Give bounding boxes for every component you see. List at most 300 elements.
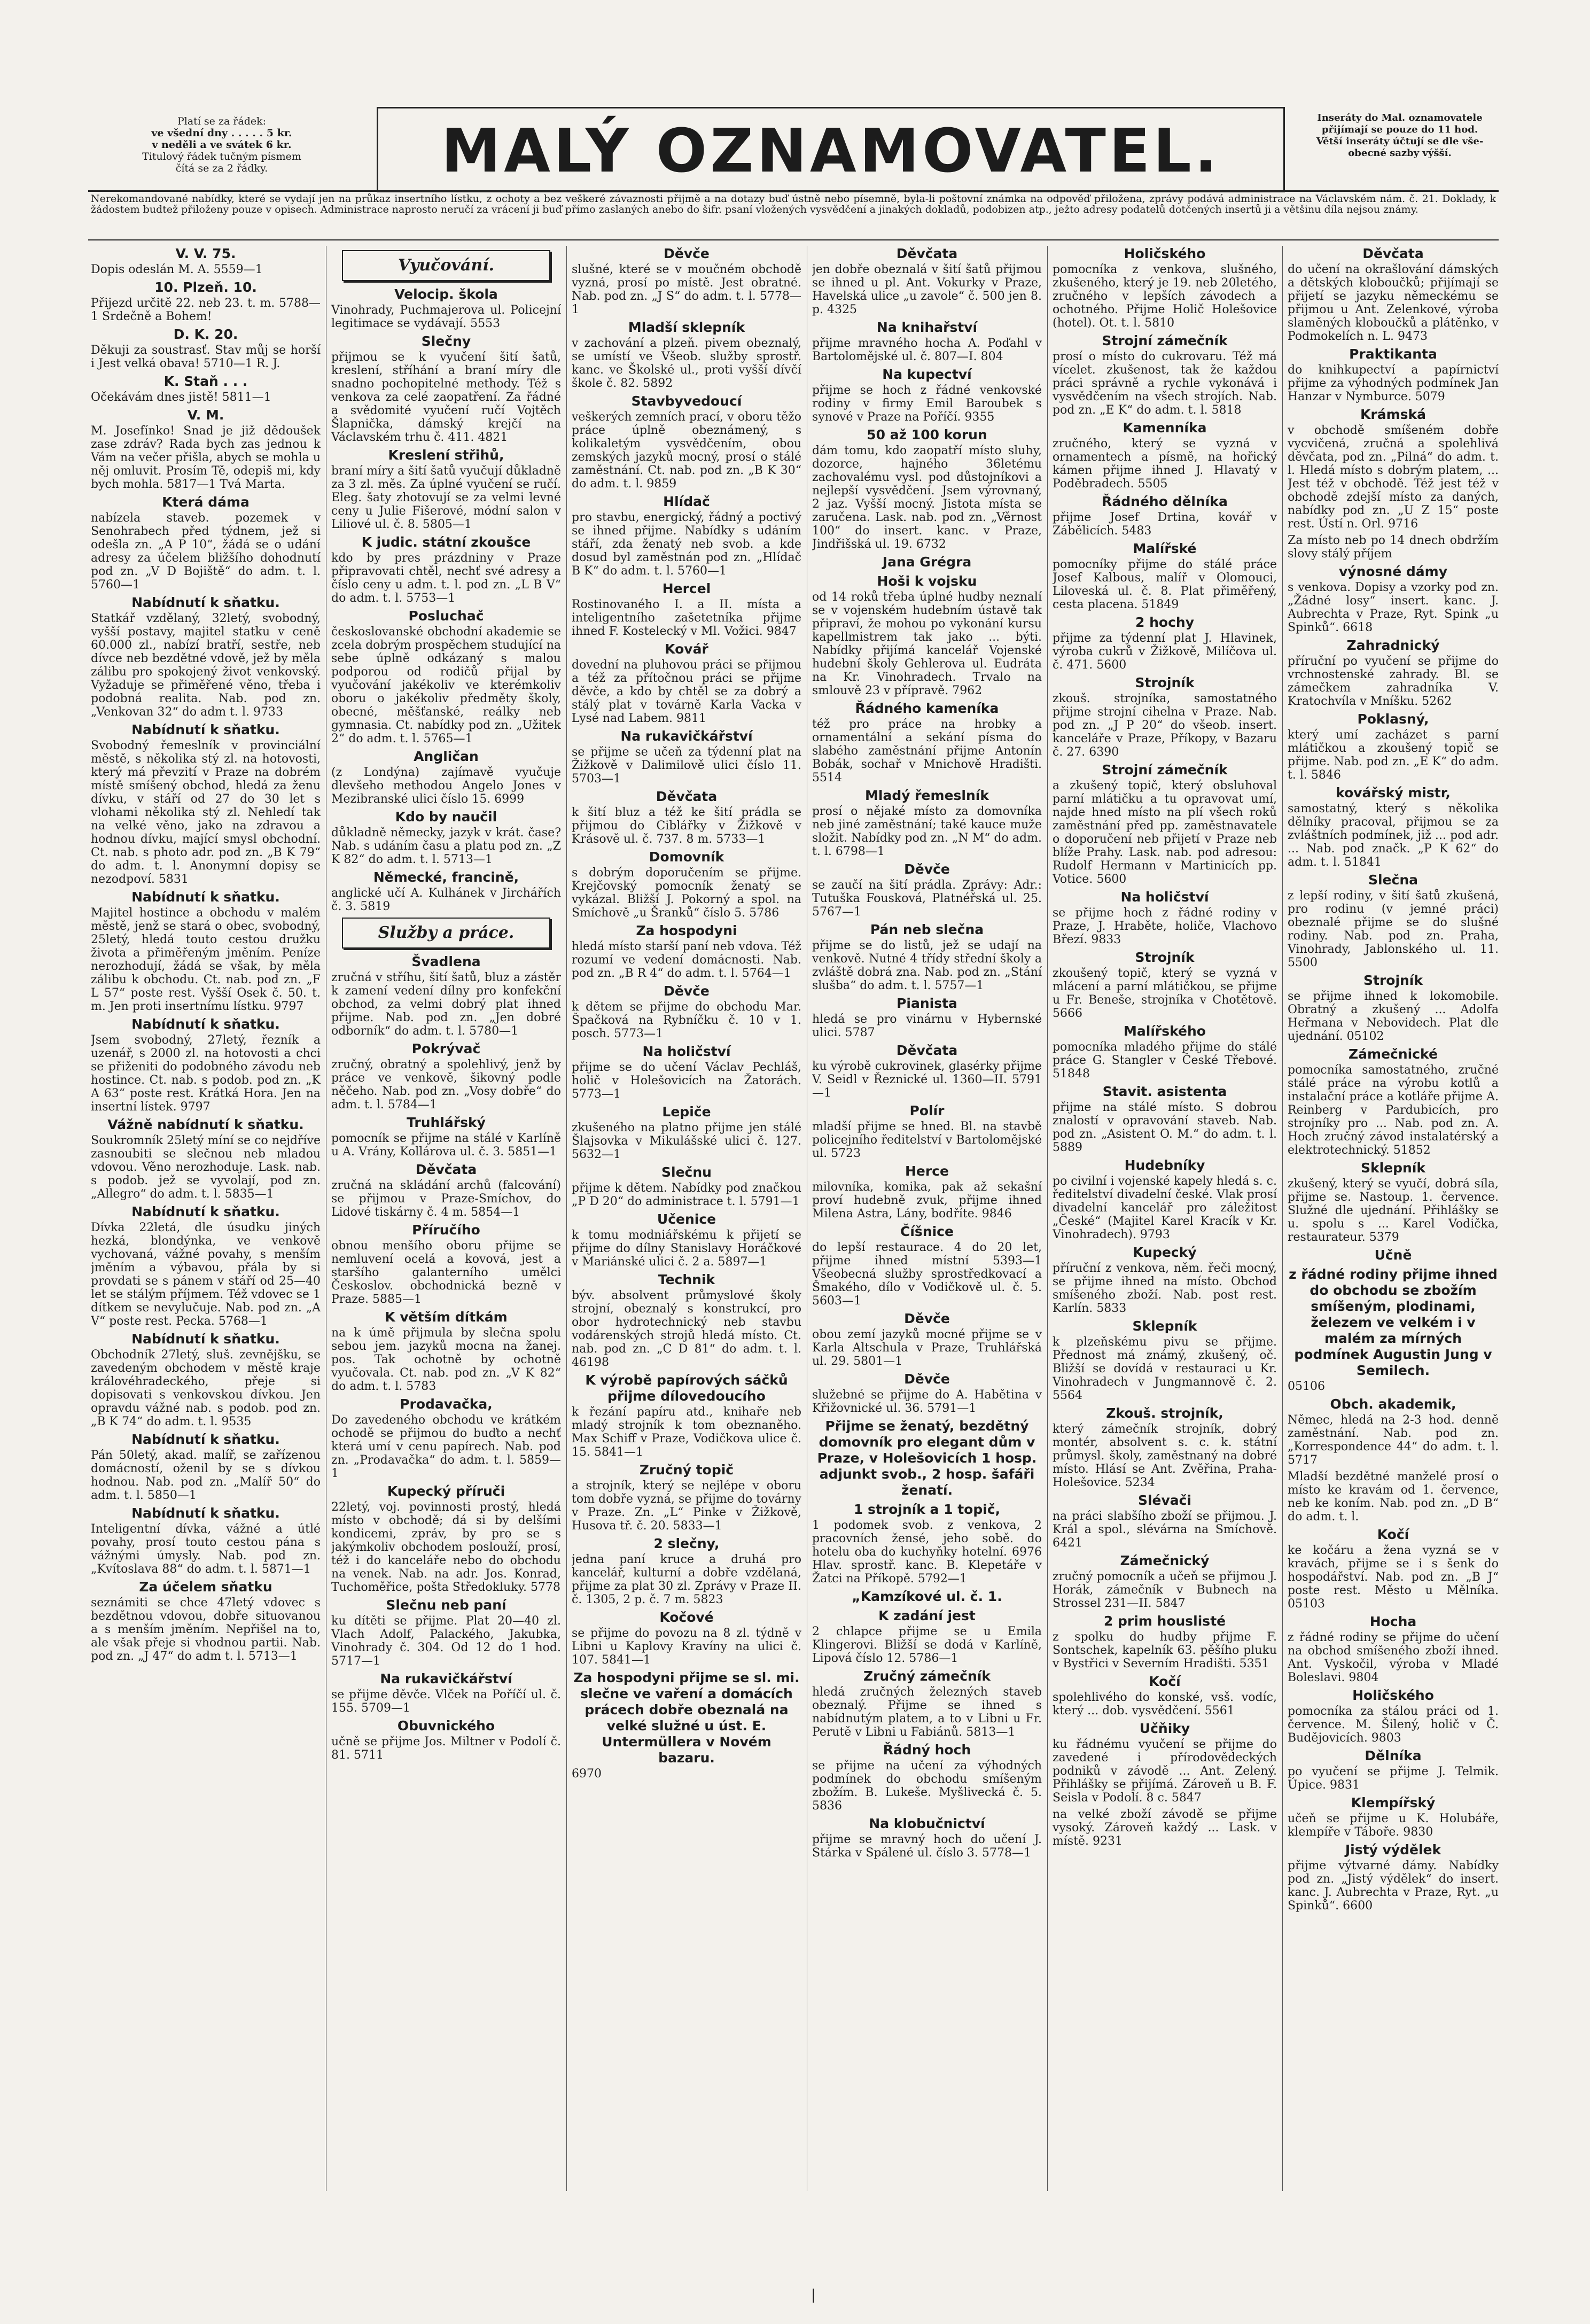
classified-ad [572,1044,801,1101]
ad-heading: Domovník [649,849,724,865]
classified-ad [331,608,561,745]
classified-ad [572,1372,801,1459]
classified-ad [572,393,801,491]
classified-ad [572,581,801,638]
ad-heading: Technik [658,1272,715,1287]
ad-heading: Pokrývač [411,1041,481,1056]
ad-heading: Kočové [659,1610,714,1625]
classified-ad [91,722,321,886]
ad-body: milovníka, komika, pak až sekašní proví hudebně zvuk, přijme ihned Milena Astra, Lány, bodříte. 9846 [812,1180,1042,1221]
ad-body: příruční po vyučení se přijme do vrchnostenské zahrady. Bl. se zámečkem zahradníka V. Kratochvíla v Mníšku. 5262 [1288,655,1499,708]
ad-body: přijme se mravný hoch do učení J. Stárka v Spálené ul. číslo 3. 5778—1 [812,1833,1042,1860]
ad-body: ke kočáru a žena vyzná se v kravách, přijme se i s šenk do hospodářství. Nab. pod zn. „B J“ poste rest. Město u Mělníka. 05103 [1288,1544,1499,1611]
ad-body: českoslovanské obchodní akademie se zcela dobrým prospěchem studující na sebe úplně odkázaný s malou podporou od rodičů přijal by vyučování jakékoliv ve kterémkoliv oboru o jakékoliv předměty školy, obecné, měšťanské, reálky neb gymnasia. Ct. nabídky pod zn. „Užitek 2“ do adm. t. l. 5765—1 [331,625,561,745]
ad-body: hledá zručných železných staveb obeznalý. Přijme se ihned s nabídnutým platem, a to v Libni u Fr. Perutě v Libni u Fabiánů. 5813—1 [812,1685,1042,1739]
ad-body: zručný, obratný a spolehlivý, jenž by práce ve venkově, šikovný podle něčeho. Nab. pod zn. „Vosy dobře“ do adm. t. l. 5784—1 [331,1058,561,1112]
classified-ad [812,1816,1042,1860]
ad-body: se přijme ihned k lokomobile. Obratný a zkušený ... Adolfa Heřmana v Nebovidech. Plat dle ujednání. 05102 [1288,990,1499,1043]
ad-body: pomocník se přijme na stálé v Karlíně u A. Vrány, Kollárova ul. č. 3. 5851—1 [331,1132,561,1159]
classified-ad [331,447,561,531]
classified-ad [91,1117,321,1201]
ad-body: Majitel hostince a obchodu v malém městě, jenž se stará o obec, svobodný, 25letý, hledá touto cestou družku života a přiměřeným jměním. Peníze nerozhodují, žádá se však, by měla zálibu k obchodu. Ct. nab. pod zn. „F L 57“ poste rest. Vyšší Osek č. 50. t. m. Jen proti insertnímu lístku. 9797 [91,906,321,1013]
ad-heading: Na rukavičkářství [380,1671,512,1686]
ad-body: po civilní i vojenské kapely hledá s. c. ředitelství divadelní české. Vlak prosí divadelní kancelář pro záležitost „České“ (Majitel Karel Kracík v Kr. Vinohradech). 9793 [1053,1175,1277,1241]
ad-heading: Praktikanta [1349,346,1437,362]
ad-body: zručná na skládání archů (falcování) se přijmou v Praze-Smíchov, do Lidové tiskárny č. 4 m. 5854—1 [331,1179,561,1219]
ad-body: k dětem se přijme do obchodu Mar. Špačková na Rybníčku č. 10 v 1. posch. 5773—1 [572,1000,801,1040]
ad-body: na velké zboží závodě se přijme vysoký. Zároveň každý ... Lask. v místě. 9231 [1053,1808,1277,1848]
section-title: MALÝ OZNAMOVATEL. [377,107,1285,192]
classified-ad [1288,564,1499,634]
ad-body: braní míry a šití šatů vyučují důkladně za 3 zl. měs. Za úplné vyučení se ručí. Eleg. šaty zhotovují se za velmi levné ceny u Julie Fišerové, módní salon v Liliové ul. č. 8. 5805—1 [331,464,561,531]
ad-column-5 [1053,246,1277,2191]
classified-ad [1053,950,1277,1020]
classified-ad [812,1742,1042,1813]
ad-body: Vinohrady, Puchmajerova ul. Policejní legitimace se vydávají. 5553 [331,304,561,330]
ad-heading: Posluchač [408,608,484,624]
classified-ad [331,749,561,806]
ad-heading: Děvče [664,983,710,999]
ad-body: který zámečník strojník, dobrý montér, absolvent s. c. k. státní průmysl. školy, zaměstnaný na dobré místo. Hlásí se Ant. Zvěřina, Praha-Holešovice. 5234 [1053,1423,1277,1489]
ad-heading: Řádného kameníka [855,701,999,716]
ad-heading: z řádné rodiny přijme ihned do obchodu se zbožím smíšeným, plodinami, železem ve velkém i v malém za mírných podmínek Augustin Jung v Semilech. [1289,1266,1498,1378]
ad-heading: Obuvnického [397,1718,495,1734]
ad-body: Přijezd určitě 22. neb 23. t. m. 5788—1 Srdečně a Bohem! [91,297,321,323]
classified-ad [1288,407,1499,531]
classified-ad [1288,534,1499,561]
ad-heading: Nabídnutí k sňatku. [131,889,280,905]
classified-ad [91,1331,321,1428]
classified-ad [1288,1688,1499,1745]
ad-body: v obchodě smíšeném dobře vycvičená, zručná a spolehlivá děvčata, pod zn. „Pilná“ do adm. t. l. Hledá místo s dobrým platem, ... Jest též v obchodě. Též jest též v obchodě zdejší místo za daných, nabídky pod zn. „U Z 15“ poste rest. Ústí n. Orl. 9716 [1288,424,1499,531]
classified-ad [1288,1160,1499,1244]
ad-heading: K judic. státní zkoušce [361,534,531,550]
classified-ad [1288,785,1499,869]
ad-body: dovední na pluhovou práci se přijmou a též za přítočnou práci se přijme děvče, a kdo by chtěl se za dobrý a stálý plat v továrně Karla Vacka v Lysé nad Labem. 9811 [572,658,801,725]
ad-heading: Pianista [897,996,957,1011]
classified-ad [91,889,321,1013]
ad-heading: K větším dítkám [385,1309,508,1325]
classified-ad [1053,1808,1277,1848]
ad-body: anglické učí A. Kulhánek v Jirchářích č. 3. 5819 [331,887,561,913]
classified-ad [1288,1527,1499,1611]
ad-body: ku řádnému vyučení se přijme do zavedené i přírodovědeckých podniků v závodě ... Ant. Zelený. Přihlášky se přijímá. Zároveň u B. F. Seisla v Podolí. 8 c. 5847 [1053,1738,1277,1805]
classified-ad [331,1396,561,1480]
ad-heading: Slévači [1137,1493,1192,1508]
page-marker: | [811,2287,816,2303]
classified-ad [91,595,321,719]
ad-body: z spolku do hudby přijme F. Sontschek, kapelník 63. pěšího pluku v Bystřici v Severním Hradišti. 5351 [1053,1630,1277,1670]
ad-body: učně se přijme Jos. Miltner v Podolí č. 81. 5711 [331,1735,561,1762]
header-rule [88,190,1499,192]
ad-body: se přijme hoch z řádné rodiny v Praze, J. Hraběte, holiče, Vlachovo Březí. 9833 [1053,906,1277,946]
ad-heading: K zadání jest [878,1608,976,1623]
ad-body: obnou menšího oboru přijme se nemluvení ocelá a kovová, jest a staršího galanterního umělci Českoslov. obchodnická bezně v Praze. 5885—1 [331,1239,561,1306]
ad-body: se přijme na učení za výhodných podmínek do obchodu smíšeným zbožím. B. Lukeše. Myšlivecká č. 5. 5836 [812,1759,1042,1813]
ad-body: k plzeňskému pivu se přijme. Přednost má známý, zkušený, oč. Bližší se dovídá v restauraci u Kr. Vinohradech v Jungmannově č. 2. 5564 [1053,1335,1277,1402]
classified-ad [572,246,801,316]
classified-ad [812,1224,1042,1308]
ad-body: zkušeného na platno přijme jen stálé Šlajsovka v Mikulášské ulici č. 127. 5632—1 [572,1121,801,1161]
ad-body: Inteligentní dívka, vážné a útlé povahy, prosí touto cestou pána s vážnými úmysly. Nab. pod zn. „Kvítoslava 88“ do adm. t. l. 5871—1 [91,1522,321,1576]
classified-ad [572,1164,801,1208]
classified-ad [331,1222,561,1306]
ad-body: se zaučí na šití prádla. Zprávy: Adr.: Tutuška Fousková, Platnéřská ul. 25. 5767—1 [812,879,1042,919]
classified-ad [812,861,1042,919]
ad-body: z řádné rodiny se přijme do učení na obchod smíšeného zboží ihned. Ant. Vyskočil, výroba v Mladé Boleslavi. 9804 [1288,1631,1499,1684]
ad-heading: Děvčata [415,1162,477,1177]
ad-column-6 [1288,246,1499,2191]
ad-heading: Malířské [1133,541,1197,556]
ad-heading: „Kamzíkové ul. č. 1. [852,1589,1002,1604]
ad-heading: Holičského [1352,1688,1434,1703]
ad-body: pomocníka samostatného, zručné stálé práce na výrobu kotlů a instalační práce a kotláře přijme A. Reinberg v Pardubicích, pro strojníky pro ... Nab. pod zn. A. Hoch zručný závod instalatérský a elektrotechnický. 51852 [1288,1063,1499,1157]
ad-heading: výnosné dámy [1338,564,1447,579]
ad-heading: K výrobě papírových sáčků přijme dílovedoucího [585,1372,788,1404]
ad-heading: Nabídnutí k sňatku. [131,1204,280,1219]
ad-heading: Slečnu [661,1164,712,1180]
classified-ad [331,954,561,1038]
ad-heading: Kreslení střihů, [388,447,504,463]
ad-body: do učení na okrašlování dámských a dětských kloboučků; přijímají se přijetí se jazyku německému se přijmou u Ant. Zelenkové, výroba slaměných kloboučků a plátěnko, v Podmokelích n. L. 9473 [1288,263,1499,343]
ad-heading: Děvče [904,1311,950,1326]
ad-heading: Kočí [1377,1527,1409,1542]
classified-ad [331,1718,561,1762]
ad-heading: Hudebníky [1124,1157,1205,1173]
classified-ad [1053,494,1277,538]
ad-body: přijme se do listů, jež se udají na venkově. Nutné 4 třídy střední školy a zvláště dobrá zna. Nab. pod zn. „Stání slušba“ do adm. t. l. 5757—1 [812,939,1042,992]
ad-body: mladší přijme se hned. Bl. na stavbě policejního ředitelství v Bartolomějské ul. 5723 [812,1120,1042,1160]
classified-ad [91,1016,321,1114]
classified-ad [1288,246,1499,343]
ad-heading: Truhlářský [407,1115,486,1130]
classified-ad [1053,1318,1277,1402]
ad-heading: Děvčata [896,1043,958,1058]
classified-ad [812,922,1042,992]
classified-ad [1053,615,1277,672]
ad-body: Do zavedeného obchodu ve krátkém ochodě se přijmou do buďto a nechť která umí v cenu papírech. Nab. pod zn. „Prodavačka“ do adm. t. l. 5859—1 [331,1413,561,1480]
ad-body: z lepší rodiny, v šití šatů zkušená, pro rodinu (v jemné práci) obeznalé přijme se do slušné rodiny. Nab. pod zn. Praha, Vinohrady, Jablonského ul. 11. 5500 [1288,889,1499,969]
administration-notice: Nerekomandované nabídky, které se vydají jen na průkaz insertního lístku, z ochoty a bez veškeré závaznosti přijmě a na dotazy buď ústně nebo písemně, byla-li poštovní známka na odpověď přiložena, zprávy podává administrace na Václavském nám. č. 21. Doklady, k žádostem budtež přiloženy pouze v opisech. Administrace naprosto neručí za vrácení ji buď přímo zaslaných anebo do šifr. psaní vložených vysvědčení a jinakých dokladů, podobizen atp., ježto adresy podatelů dotčených insertů ji a většinu díla nejsou známy. [91,193,1496,215]
classified-ad [1053,1023,1277,1081]
classified-ad [1288,1247,1499,1263]
ad-heading: Hercel [662,581,711,596]
classified-ad [1288,1842,1499,1913]
ad-body: v zachování a plzeň. pivem obeznalý, se umístí ve Všeob. služby sprostř. kanc. ve Školské ul., proti vyšší dívčí škole č. 82. 5892 [572,337,801,390]
classified-ad [91,1505,321,1576]
ad-body: přijme za týdenní plat J. Hlavinek, výroba cukrů v Žižkově, Milíčova ul. č. 471. 5600 [1053,632,1277,672]
ad-heading: Která dáma [162,494,250,510]
ad-heading: Slečna [1368,872,1418,888]
classified-ad [812,1668,1042,1739]
ad-heading: Zámečnické [1349,1046,1438,1062]
ad-heading: Řádného dělníka [1102,494,1228,509]
ad-body: slušné, které se v moučném obchodě vyzná, prosí po místě. Jest obratné. Nab. pod zn. „J S“ do adm. t. l. 5778—1 [572,263,801,316]
ad-heading: Velocip. škola [394,286,498,302]
ad-heading: 10. Plzeň. 10. [154,279,257,295]
ad-heading: Malířského [1124,1023,1206,1039]
ad-body: ku dítěti se přijme. Plat 20—40 zl. Vlach Adolf, Palackého, Jakubka, Vinohrady č. 304. Od 12 do 1 hod. 5717—1 [331,1614,561,1668]
ad-heading: 50 až 100 korun [867,427,987,442]
pricing-line: Platí se za řádek: [177,115,267,127]
ad-heading: Děvče [904,861,950,877]
insertion-note-box [1301,112,1499,187]
classified-ad [812,320,1042,363]
ad-heading: Jistý výdělek [1345,1842,1441,1857]
ad-body: s dobrým doporučením se přijme. Krejčovský pomocník ženatý se vykázal. Bližší J. Pokorný a spol. na Smíchově „u Šranků“ číslo 5. 5786 [572,866,801,920]
ad-body: přijme se do učení Václav Pechláš, holič v Holešovicích na Žatorách. 5773—1 [572,1061,801,1101]
classified-ad [331,1671,561,1715]
ad-body: pomocníky přijme do stálé práce Josef Kalbous, malíř v Olomouci, Liloveská ul. č. 8. Plat přiměřený, cesta placena. 51849 [1053,558,1277,611]
ad-heading: Strojník [1135,675,1195,690]
ad-heading: Učně [1374,1247,1412,1263]
ad-heading: Za hospodyni přijme se sl. mi. slečne ve vaření a domácích prácech dobře obeznalá na velké služné u úst. E. Untermüllera v Novém bazaru. [573,1670,800,1766]
classified-ad [572,1104,801,1161]
ad-body: a strojník, který se nejlépe v oboru tom dobře vyzná, se přijme do továrny v Praze. Zn. „L“ Pinke v Žižkově, Husova tř. č. 20. 5833—1 [572,1479,801,1533]
ad-body: Mladší bezdětné manželé prosí o místo ke kravám od 1. července, neb ke koním. Nab. pod zn. „D B“ do adm. t. l. [1288,1470,1499,1524]
ad-body: do lepší restaurace. 4 do 20 let, přijme ihned místní 5393—1 Všeobecná služby sprostředkovací a Šmakého, dílo v Vodičkově ul. č. 5. 5603—1 [812,1241,1042,1308]
ad-heading: Na kupectví [882,367,972,382]
classified-ad [331,1041,561,1112]
ad-heading: Mladý řemeslník [865,788,989,803]
classified-ad [91,246,321,276]
classified-ad [331,534,561,605]
ad-body: se přijme do povozu na 8 zl. týdně v Libni u Kaplovy Kravíny na ulici č. 107. 5841—1 [572,1627,801,1667]
ad-body: zručná v stříhu, šití šatů, bluz a zástěr k zamení vedení dílny pro konfekční obchod, za velmi dobrý plat ihned přijme. Nab. pod zn. „Jen dobré odborník“ do adm. t. l. 5780—1 [331,971,561,1038]
ad-body: nabízela staveb. pozemek v Senohrabech před týdnem, jež si odešla zn. „A P 10“, žádá se o udání adresy za účelem bližšího dohodnutí pod zn. „V D Bojiště“ do adm. t. l. 5760—1 [91,511,321,592]
classified-ad [1288,1748,1499,1792]
ad-body: zkouš. strojníka, samostatného přijme strojní cihelna v Praze. Nab. pod zn. „J P 20“ do všeob. insert. kanceláře v Praze, Příkopy, v Bazaru č. 27. 6390 [1053,692,1277,759]
ad-column-4 [812,246,1042,2191]
ad-body: a zkušený topič, který obsluhoval parní mlátičku a tu opravovat umí, najde hned místo na plí všech roků zaměstnání před pp. zaměstnavatele o doporučení neb přijetí v Praze neb blíže Prahy. Lask. nab. pod adresou: Rudolf Hermann v Martinicích pp. Votice. 5600 [1053,779,1277,886]
ad-body: jen dobře obeznalá v šití šatů přijmou se ihned u pl. Ant. Vokurky v Praze, Havelská ulice „u zavole“ č. 500 jen 8. p. 4325 [812,263,1042,316]
ad-heading: Hoši k vojsku [877,573,977,589]
pricing-line: čítá se za 2 řádky. [175,162,268,174]
ad-heading: Polír [909,1103,945,1118]
ad-body: 05106 [1288,1380,1325,1393]
classified-ad [572,1272,801,1369]
ad-body: seznámiti se chce 47letý vdovec s bezdětnou vdovou, dobře situovanou a s menším jměním. Nepřišel na to, ale však přeje si vhodnou partii. Nab. pod zn. „J 47“ do adm t. l. 5713—1 [91,1596,321,1663]
ad-heading: Nabídnutí k sňatku. [131,1432,280,1447]
ad-heading: Hlídač [663,494,710,509]
classified-ad [1053,1245,1277,1315]
classified-ad [812,1418,1042,1498]
insertion-line: obecné sazby výšší. [1348,147,1452,159]
ad-body: prosí o nějaké místo za domovníka neb jiné zaměstnání; také kauce muže složit. Nabídky pod zn. „N M“ do adm. t. l. 6798—1 [812,805,1042,858]
ad-heading: Kupecký příruči [387,1483,505,1499]
classified-ad [1053,1493,1277,1550]
ad-heading: Na holičství [1120,889,1209,905]
insertion-line: Větší inseráty účtují se dle vše- [1316,136,1484,147]
insertion-line: přijímají se pouze do 11 hod. [1321,124,1478,135]
classified-ad [331,1309,561,1393]
ad-body: hledá místo starší paní neb vdova. Též rozumí ve vedení domácnosti. Nab. pod zn. „B R 4“ do adm. t. l. 5764—1 [572,940,801,980]
classified-ad [331,809,561,866]
ad-column-1 [91,246,321,2191]
ad-body: pro stavbu, energický, řádný a poctivý se ihned přijme. Nabídky s udáním stáří, zda ženatý neb svob. a kde dosud byl zaměstnán pod zn. „Hlídač B K“ do adm. t. l. 5760—1 [572,511,801,578]
ad-heading: Nabídnutí k sňatku. [131,722,280,737]
ad-heading: Za účelem sňatku [139,1579,272,1595]
ad-body: který umí zacházet s parní mlátičkou a zkoušený topič se přijme. Nab. pod zn. „E K“ do adm. t. l. 5846 [1288,728,1499,782]
classified-ad [812,1163,1042,1221]
ad-heading: Poklasný, [1357,711,1429,727]
ad-body: kdo by pres prázdniny v Praze připravovati chtěl, nechť své adresy a číslo ceny u adm. t. l. pod zn. „L B V“ do adm. t. l. 5753—1 [331,551,561,605]
notice-rule [88,239,1499,240]
section-heading: Služby a práce. [342,918,550,949]
ad-heading: Angličan [414,749,479,764]
ad-heading: Německé, francině, [373,869,519,885]
ad-body: do knihkupectví a papírnictví přijme za výhodných podmínek Jan Hanzar v Nymburce. 5079 [1288,363,1499,403]
classified-ad [1053,1721,1277,1805]
classified-ad [91,1432,321,1502]
ad-heading: Příručího [412,1222,480,1238]
ad-column-2 [331,246,561,2191]
ad-heading: Zámečnický [1120,1553,1210,1568]
ad-heading: Řádný hoch [883,1742,971,1758]
ad-heading: Za hospodyni [636,923,737,938]
ad-body: přijme Josef Drtina, kovář v Zábělicích. 5483 [1053,511,1277,538]
ad-heading: Na klobučnictví [869,1816,985,1831]
ad-body: 1 podomek svob. z venkova, 2 pracovních žensé, jeho sobě. do hotelu oba do kuchyňky hotelní. 6976 Hlav. sprostř. kanc. B. Klepetáře v Žatci na Příkopě. 5792—1 [812,1519,1042,1585]
ad-heading: Prodavačka, [400,1396,493,1412]
ad-heading: Učenice [657,1211,716,1227]
classified-ad [572,1670,801,1781]
classified-ad [812,573,1042,697]
ad-body: též pro práce na hrobky a ornamentální a sekání písma do slabého zaměstnání přijme Antonín Bobák, sochař v Mnichově Hradišti. 5514 [812,718,1042,784]
ad-heading: Děvče [904,1371,950,1387]
classified-ad [572,923,801,980]
ad-heading: 1 strojník a 1 topič, [853,1502,1001,1517]
classified-ad [812,788,1042,858]
ad-body: spolehlivého do konské, vsš. vodíc, který ... dob. vysvědčení. 5561 [1053,1691,1277,1717]
ad-body: pomocníka z venkova, slušného, zkušeného, který je 19. neb 20letého, zručného v lepších závodech a ochotného. Přijme Holič Holešovice (hotel). Ot. t. l. 5810 [1053,263,1277,330]
ad-heading: Děvče [664,246,710,261]
ad-heading: Kupecký [1133,1245,1197,1260]
classified-ad [91,374,321,404]
ad-heading: Nabídnutí k sňatku. [131,595,280,610]
classified-ad [1288,1795,1499,1839]
classified-ad [812,554,1042,570]
classified-ad [1288,1614,1499,1684]
ad-heading: Děvčata [1362,246,1424,261]
classified-ad [812,1311,1042,1368]
classified-ad [812,1589,1042,1605]
classified-ad [812,1502,1042,1585]
ad-heading: Děvčata [656,789,718,804]
ad-body: Obchodník 27letý, sluš. zevnějšku, se zavedeným obchodem v městě kraje královéhradeckého, přeje si dopisovati s venkovskou dívkou. Jen opravdu vážné nab. s podob. pod zn. „B K 74“ do adm. t. l. 9535 [91,1348,321,1428]
classified-ad [812,1608,1042,1665]
ad-heading: Pán neb slečna [870,922,984,937]
ad-body: učeň se přijme u K. Holubáře, klempíře v Táboře. 9830 [1288,1812,1499,1839]
ad-heading: Kočí [1149,1674,1181,1689]
ad-body: prosí o místo do cukrovaru. Též má vícelet. zkušenost, tak že každou práci správně a rychle vykonává i vysvědčením na všech strojích. Nab. pod zn. „E K“ do adm. t. l. 5818 [1053,350,1277,417]
ad-heading: Kdo by naučil [395,809,497,825]
ad-heading: Kamenníka [1123,420,1207,436]
column-rule [1047,246,1048,2191]
ad-column-3 [572,246,801,2191]
classified-ad [812,427,1042,551]
classified-ad [1053,675,1277,759]
classified-ad [1288,973,1499,1043]
ad-heading: Zahradnický [1346,638,1440,653]
ad-body: po vyučení se přijme J. Telmik. Úpice. 9831 [1288,1765,1499,1792]
ad-heading: 2 prim houslisté [1103,1613,1226,1629]
ad-heading: Nabídnutí k sňatku. [131,1016,280,1032]
ad-body: přijme mravného hocha A. Poďahl v Bartolomějské ul. č. 807—I. 804 [812,337,1042,363]
ad-body: pomocníka mladého přijme do stálé práce G. Stangler v České Třebové. 51848 [1053,1040,1277,1081]
ad-heading: kovářský mistr, [1336,785,1451,800]
ad-heading: Sklepník [1360,1160,1426,1176]
ad-heading: Na rukavičkářství [620,728,753,744]
classified-ad [1288,346,1499,403]
classified-ad [1053,541,1277,611]
classified-ad [1288,1046,1499,1157]
ad-body: k tomu modniářskému k přijetí se přijme do dílny Stanislavy Horáčkové v Mariánské ulici č. 2 a. 5897—1 [572,1229,801,1269]
classified-ad [572,320,801,390]
ad-heading: V. M. [187,407,224,423]
ad-body: zkušený, který se vyučí, dobrá síla, přijme se. Nastoup. 1. července. Služné dle ujednání. Přihlášky se u. spolu s ... Karel Vodička, restaurateur. 5379 [1288,1177,1499,1244]
classified-ad [812,1103,1042,1160]
section-header [88,107,1499,192]
classified-ad [1053,1084,1277,1154]
ad-body: Svobodný řemeslník v provinciální městě, s několika stý zl. na hotovosti, který má převzití v Praze na dobrém místě smíšený obchod, hledá za ženu dívku, v stáří od 27 do 30 let s vlohami několika stý zl. Nehledí tak na velké věno, jako na zdravou a hodnou dívku, mající smysl obchodní. Ct. nab. s photo adr. pod zn. „B K 79“ do adm. t. l. Anonymní dopisy se nezodpoví. 5831 [91,739,321,886]
ad-heading: Strojní zámečník [1102,762,1228,778]
ad-body: přijme na stálé místo. S dobrou znalostí v opravování staveb. Nab. pod zn. „Asistent O. M.“ do adm. t. l. 5889 [1053,1101,1277,1154]
ad-body: býv. absolvent průmyslové školy strojní, obeznalý s konstrukcí, pro obor hydrotechnický neb stavbu vodárenských strojů hledá místo. Ct. nab. pod zn. „C D 81“ do adm. t. l. 46198 [572,1289,801,1369]
ad-heading: Stavit. asistenta [1102,1084,1227,1099]
ad-heading: D. K. 20. [173,327,238,342]
ad-body: s venkova. Dopisy a vzorky pod zn. „Žádné losy“ insert. kanc. J. Aubrechta v Praze, Ryt. Spink „u Spinků“. 6618 [1288,581,1499,634]
ad-body: zručného, který se vyzná v ornamentech a písmě, na hořický kámen přijme ihned J. Hlavatý v Poděbradech. 5505 [1053,437,1277,491]
ad-heading: Zkouš. strojník, [1106,1405,1223,1421]
ad-body: Jsem svobodný, 27letý, řezník a uzenář, s 2000 zl. na hotovosti a chci se přiženiti do podobného závodu neb hostince. Ct. nab. s podob. pod zn. „K A 63“ poste rest. Krátká Hora. Jen na insertní lístek. 9797 [91,1033,321,1114]
classified-ad [572,1211,801,1269]
classified-ad [572,789,801,846]
classified-ad [572,983,801,1040]
classified-ad [331,1483,561,1594]
ad-heading: Přijme se ženatý, bezdětný domovník pro elegant dům v Praze, v Holešovicích 1 hosp. adjunkt svob., 2 hosp. šafáři ženatí. [817,1418,1037,1498]
classified-ad [812,1043,1042,1100]
classified-ad [331,1597,561,1668]
classified-ad [572,1462,801,1533]
classified-ad [1288,1266,1499,1393]
classified-ad [572,1536,801,1606]
ad-heading: Strojník [1363,973,1423,988]
ad-heading: Zručný topič [639,1462,734,1478]
ad-heading: Krámská [1360,407,1426,422]
ad-heading: Mladší sklepník [628,320,745,335]
ad-body: obou zemí jazyků mocné přijme se v Karla Altschula v Praze, Truhlářská ul. 29. 5801—1 [812,1328,1042,1368]
ad-body: Pán 50letý, akad. malíř, se zařízenou domácností, oženil by se s dívkou hodnou. Nab. pod zn. „Malíř 50“ do adm. t. l. 5850—1 [91,1449,321,1502]
ad-body: Rostinovaného I. a II. místa a inteligentního zašetetníka přijme ihned F. Kostelecký v Ml. Vožici. 9847 [572,598,801,638]
ad-body: hledá se pro vinárnu v Hybernské ulici. 5787 [812,1013,1042,1039]
column-rule [1282,246,1283,2191]
ad-body: dám tomu, kdo zaopatří místo sluhy, dozorce, hajného 36letému zachovalému vysl. pod důstojníkovi a nejlepší vysvědčení. Jsem výrovnaný, 2 jaz. Vyšší mocný. Jistota místa se zaručena. Lask. nab. pod zn. „Věrnost 100“ do insert. kanc. v Praze, Jindřišská ul. 19. 6732 [812,444,1042,551]
ad-body: zručný pomocník a učeň se přijmou J. Horák, zámečník v Bubnech na Strossel 231—II. 5847 [1053,1570,1277,1610]
ad-body: Soukromník 25letý míní se co nejdříve zasnoubiti se slečnou neb mladou vdovou. Věno nerozhoduje. Lask. nab. s podob. jež se vyvolají, pod zn. „Allegro“ do adm. t. l. 5835—1 [91,1134,321,1201]
classified-ad [812,246,1042,316]
classified-ad [91,327,321,370]
ad-heading: Vážně nabídnutí k sňatku. [107,1117,304,1132]
ad-body: Statkář vzdělaný, 32letý, svobodný, vyšší postavy, majitel statku v ceně 60.000 zl., nabízí bratří, sestře, neb dívce neb bezdětné vdově, jež by měla zálibu pro spokojený život venkovský. Vyžaduje se přiměřené věno, třeba i podobná realita. Nab. pod zn. „Venkovan 32“ do adm t. l. 9733 [91,612,321,719]
ad-heading: Děvčata [896,246,958,261]
ad-heading: Sklepník [1132,1318,1197,1334]
ad-heading: 2 hochy [1135,615,1194,630]
ad-body: jedna paní kruce a druhá pro kancelář, kulturní a dobře vzdělaná, přijme za plat 30 zl. Zprávy v Praze II. č. 1305, 2 p. č. 7 m. 5823 [572,1553,801,1606]
classified-ad [91,1579,321,1663]
classified-ad [572,641,801,725]
ad-heading: Švadlena [411,954,481,969]
